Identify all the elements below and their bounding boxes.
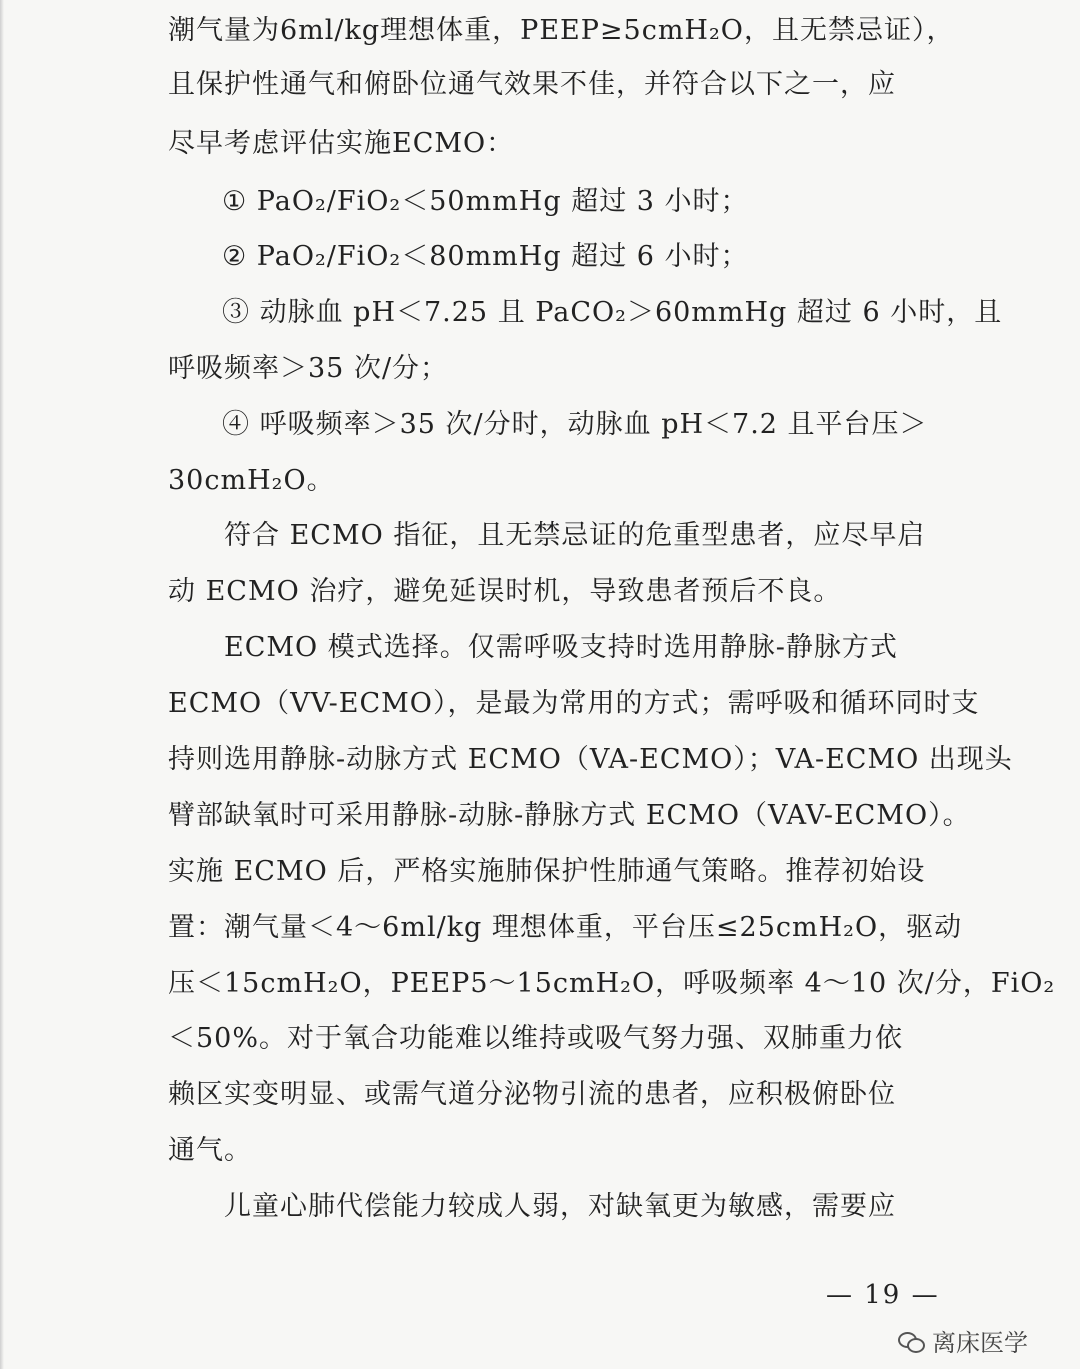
paragraph-start: 符合 ECMO 指征，且无禁忌证的危重型患者，应尽早启 — [224, 520, 926, 551]
paragraph-start: ECMO 模式选择。仅需呼吸支持时选用静脉-静脉方式 — [224, 632, 898, 663]
list-item-3: ③ 动脉血 pH＜7.25 且 PaCO₂＞60mmHg 超过 6 小时，且 — [222, 297, 1003, 328]
page-edge-shadow — [0, 0, 4, 1369]
page-number: — 19 — — [826, 1280, 940, 1310]
list-item-4: ④ 呼吸频率＞35 次/分时，动脉血 pH＜7.2 且平台压＞ — [222, 409, 928, 440]
text-line: 通气。 — [168, 1135, 252, 1166]
wechat-icon — [898, 1330, 924, 1352]
text-line: 呼吸频率＞35 次/分； — [168, 353, 449, 384]
text-line: 置：潮气量＜4～6ml/kg 理想体重，平台压≤25cmH₂O，驱动 — [168, 912, 963, 943]
text-line: 持则选用静脉-动脉方式 ECMO（VA-ECMO）；VA-ECMO 出现头 — [168, 744, 1013, 775]
text-line: 30cmH₂O。 — [168, 465, 335, 496]
text-line: 潮气量为6ml/kg理想体重，PEEP≥5cmH₂O，且无禁忌证）， — [168, 15, 955, 46]
paragraph-start: 儿童心肺代偿能力较成人弱，对缺氧更为敏感，需要应 — [224, 1191, 896, 1222]
text-line: ＜50%。对于氧合功能难以维持或吸气努力强、双肺重力依 — [168, 1023, 904, 1054]
text-line: ECMO（VV-ECMO），是最为常用的方式；需呼吸和循环同时支 — [168, 688, 980, 719]
text-line: 压＜15cmH₂O，PEEP5～15cmH₂O，呼吸频率 4～10 次/分，FiO₂ — [168, 968, 1056, 999]
text-line: 赖区实变明显、或需气道分泌物引流的患者，应积极俯卧位 — [168, 1079, 896, 1110]
watermark-text: 离床医学 — [932, 1329, 1028, 1357]
text-line: 动 ECMO 治疗，避免延误时机，导致患者预后不良。 — [168, 576, 842, 607]
text-line: 臂部缺氧时可采用静脉-动脉-静脉方式 ECMO（VAV-ECMO）。 — [168, 800, 971, 831]
text-line: 实施 ECMO 后，严格实施肺保护性肺通气策略。推荐初始设 — [168, 856, 926, 887]
list-item-2: ② PaO₂/FiO₂＜80mmHg 超过 6 小时； — [222, 241, 749, 272]
list-item-1: ① PaO₂/FiO₂＜50mmHg 超过 3 小时； — [222, 186, 749, 217]
text-line: 且保护性通气和俯卧位通气效果不佳，并符合以下之一，应 — [168, 69, 896, 100]
watermark — [898, 1323, 1028, 1358]
text-line: 尽早考虑评估实施ECMO： — [168, 128, 515, 159]
